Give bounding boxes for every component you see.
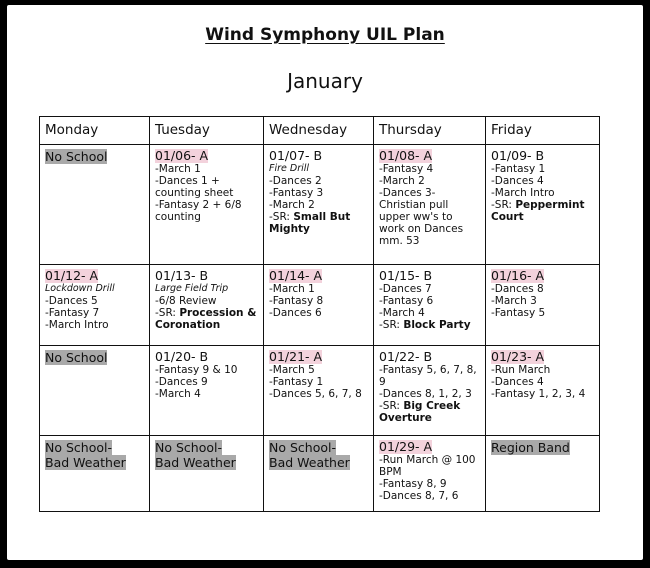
rehearsal-item: -Dances 1 + counting sheet xyxy=(155,175,234,199)
rehearsal-item: -Dances 5, 6, 7, 8 xyxy=(269,388,362,400)
day-cell-friday xyxy=(486,346,600,436)
rehearsal-item: -March Intro xyxy=(491,187,555,199)
rehearsal-item: -Run March xyxy=(491,364,551,376)
sight-reading-title: Big Creek Overture xyxy=(379,400,461,424)
rehearsal-item: -Fantasy 5 xyxy=(491,307,546,319)
month-heading: January xyxy=(287,69,363,93)
day-cell-thursday xyxy=(374,436,486,512)
day-header-tuesday: Tuesday xyxy=(150,117,264,145)
rehearsal-item: -Dances 4 xyxy=(491,376,544,388)
rehearsal-item: -March 4 xyxy=(379,307,425,319)
day-cell-monday xyxy=(40,145,150,265)
day-date: 01/23- A xyxy=(491,349,545,364)
rehearsal-item: -March 2 xyxy=(379,175,425,187)
day-date: 01/07- B xyxy=(269,148,323,163)
day-cell-tuesday xyxy=(150,436,264,512)
rehearsal-item: -Fantasy 1 xyxy=(269,376,324,388)
sight-reading-title: Procession & Coronation xyxy=(155,307,257,331)
rehearsal-item: -March 4 xyxy=(155,388,201,400)
rehearsal-item: -Dances 8, 1, 2, 3 xyxy=(379,388,472,400)
rehearsal-item: -Fantasy 9 & 10 xyxy=(155,364,238,376)
sight-reading-title: Peppermint Court xyxy=(491,199,585,223)
day-date: 01/22- B xyxy=(379,349,433,364)
day-cell-monday xyxy=(40,436,150,512)
sight-reading-prefix: -SR: xyxy=(491,199,516,211)
rehearsal-item: -Dances 9 xyxy=(155,376,208,388)
day-cell-thursday xyxy=(374,346,486,436)
rehearsal-item: -Fantasy 4 xyxy=(379,163,434,175)
rehearsal-item: -Fantasy 1, 2, 3, 4 xyxy=(491,388,586,400)
day-cell-monday xyxy=(40,265,150,346)
day-note: Fire Drill xyxy=(269,163,310,174)
day-note: Lockdown Drill xyxy=(45,283,115,294)
no-school-label: Bad Weather xyxy=(269,455,350,470)
day-cell-friday xyxy=(486,145,600,265)
day-date: 01/12- A xyxy=(45,268,99,283)
day-date: 01/13- B xyxy=(155,268,209,283)
day-date: 01/06- A xyxy=(155,148,209,163)
day-cell-friday xyxy=(486,436,600,512)
rehearsal-item: -Dances 6 xyxy=(269,307,322,319)
rehearsal-item: -Dances 2 xyxy=(269,175,322,187)
no-school-label: Region Band xyxy=(491,440,570,455)
day-date: 01/20- B xyxy=(155,349,209,364)
day-cell-wednesday xyxy=(264,436,374,512)
rehearsal-item: -Dances 7 xyxy=(379,283,432,295)
calendar-table xyxy=(39,116,600,512)
week-row xyxy=(40,265,600,346)
rehearsal-item: -Dances 8, 7, 6 xyxy=(379,490,459,502)
week-row xyxy=(40,436,600,512)
rehearsal-item: -March 1 xyxy=(155,163,201,175)
day-date: 01/29- A xyxy=(379,439,433,454)
day-header-monday: Monday xyxy=(40,117,150,145)
rehearsal-item: -Dances 5 xyxy=(45,295,98,307)
no-school-label: Bad Weather xyxy=(155,455,236,470)
sight-reading-prefix: -SR: xyxy=(379,319,404,331)
no-school-label: No School- xyxy=(155,440,222,455)
no-school-label: Bad Weather xyxy=(45,455,126,470)
rehearsal-item: -Dances 4 xyxy=(491,175,544,187)
rehearsal-item: -Fantasy 6 xyxy=(379,295,434,307)
no-school-label: No School xyxy=(45,149,108,164)
day-date: 01/09- B xyxy=(491,148,545,163)
day-header-friday: Friday xyxy=(486,117,600,145)
sight-reading-item xyxy=(155,307,258,331)
day-date: 01/16- A xyxy=(491,268,545,283)
day-date: 01/15- B xyxy=(379,268,433,283)
day-cell-wednesday xyxy=(264,265,374,346)
day-cell-thursday xyxy=(374,265,486,346)
rehearsal-item: -Dances 8 xyxy=(491,283,544,295)
sight-reading-item xyxy=(269,211,368,235)
no-school-label: No School xyxy=(45,350,108,365)
document-page xyxy=(7,5,643,560)
rehearsal-item: -Fantasy 5, 6, 7, 8, 9 xyxy=(379,364,477,388)
day-cell-thursday xyxy=(374,145,486,265)
day-cell-tuesday xyxy=(150,145,264,265)
rehearsal-item: -Fantasy 3 xyxy=(269,187,324,199)
rehearsal-item: -March 3 xyxy=(491,295,537,307)
sight-reading-item xyxy=(379,319,480,331)
rehearsal-item: -Fantasy 1 xyxy=(491,163,546,175)
sight-reading-title: Block Party xyxy=(403,319,471,331)
day-cell-tuesday xyxy=(150,265,264,346)
sight-reading-prefix: -SR: xyxy=(155,307,180,319)
day-cell-tuesday xyxy=(150,346,264,436)
rehearsal-item: -Fantasy 7 xyxy=(45,307,100,319)
rehearsal-item: -March 5 xyxy=(269,364,315,376)
rehearsal-item: -Run March @ 100 BPM xyxy=(379,454,476,478)
rehearsal-item: -March Intro xyxy=(45,319,109,331)
no-school-label: No School- xyxy=(269,440,336,455)
week-row xyxy=(40,346,600,436)
rehearsal-item: -Fantasy 8 xyxy=(269,295,324,307)
rehearsal-item: -Fantasy 8, 9 xyxy=(379,478,447,490)
day-header-thursday: Thursday xyxy=(374,117,486,145)
sight-reading-prefix: -SR: xyxy=(379,400,404,412)
weekday-header-row xyxy=(40,117,600,145)
rehearsal-item: -Dances 3- Christian pull upper ww's to work on Dances mm. 53 xyxy=(379,187,464,247)
day-note: Large Field Trip xyxy=(155,283,229,294)
day-date: 01/14- A xyxy=(269,268,323,283)
day-cell-wednesday xyxy=(264,145,374,265)
sight-reading-item xyxy=(491,199,594,223)
rehearsal-item: -6/8 Review xyxy=(155,295,217,307)
sight-reading-title: Small But Mighty xyxy=(269,211,351,235)
day-header-wednesday: Wednesday xyxy=(264,117,374,145)
day-cell-wednesday xyxy=(264,346,374,436)
rehearsal-item: -March 2 xyxy=(269,199,315,211)
week-row xyxy=(40,145,600,265)
day-date: 01/21- A xyxy=(269,349,323,364)
day-cell-friday xyxy=(486,265,600,346)
day-date: 01/08- A xyxy=(379,148,433,163)
rehearsal-item: -Fantasy 2 + 6/8 counting xyxy=(155,199,242,223)
rehearsal-item: -March 1 xyxy=(269,283,315,295)
no-school-label: No School- xyxy=(45,440,112,455)
day-cell-monday xyxy=(40,346,150,436)
sight-reading-item xyxy=(379,400,480,424)
document-title: Wind Symphony UIL Plan xyxy=(205,25,445,45)
sight-reading-prefix: -SR: xyxy=(269,211,294,223)
